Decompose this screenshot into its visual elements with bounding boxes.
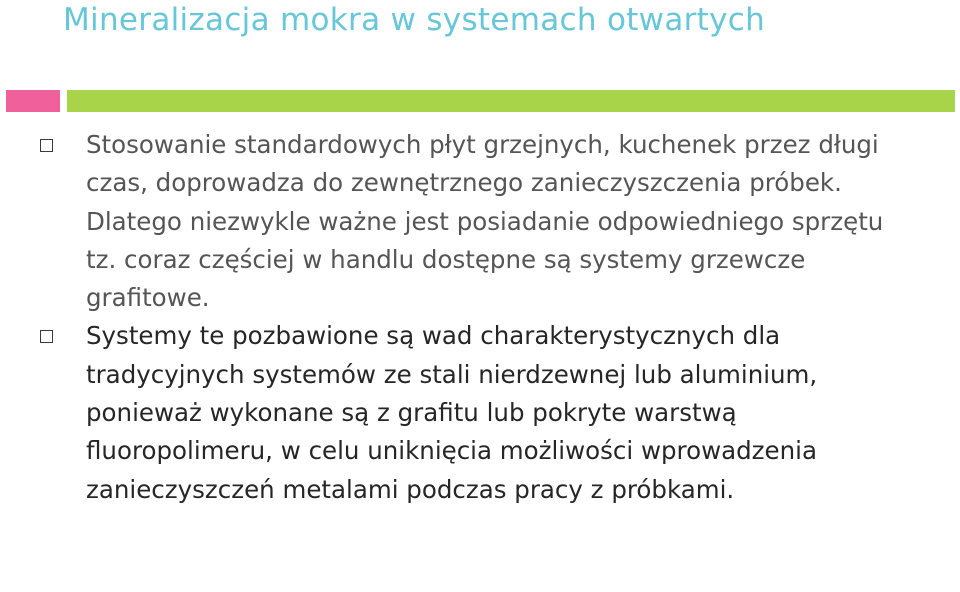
bullet-list xyxy=(0,126,960,509)
hollow-square-bullet-icon xyxy=(40,139,53,152)
bullet-item xyxy=(0,317,960,508)
hollow-square-bullet-icon xyxy=(40,330,53,343)
bullet-item xyxy=(0,126,960,317)
accent-bar-pink xyxy=(6,90,60,112)
accent-bar-green xyxy=(67,90,955,112)
slide-title: Mineralizacja mokra w systemach otwartych xyxy=(63,2,766,38)
bullet-text: Systemy te pozbawione są wad charakterystycznych dla tradycyjnych systemów ze stali nierdzewnej lub aluminium, ponieważ wykonane są z grafitu lub pokryte warstwą fluoropolimeru, w celu uniknięcia możliwości wprowadzenia zanieczyszczeń metalami podczas pracy z próbkami. xyxy=(86,321,818,504)
bullet-text: Stosowanie standardowych płyt grzejnych, kuchenek przez długi czas, doprowadza do zewnętrznego zanieczyszczenia próbek. Dlatego niezwykle ważne jest posiadanie odpowiedniego sprzętu tz. coraz częściej w handlu dostępne są systemy grzewcze grafitowe. xyxy=(86,130,884,313)
